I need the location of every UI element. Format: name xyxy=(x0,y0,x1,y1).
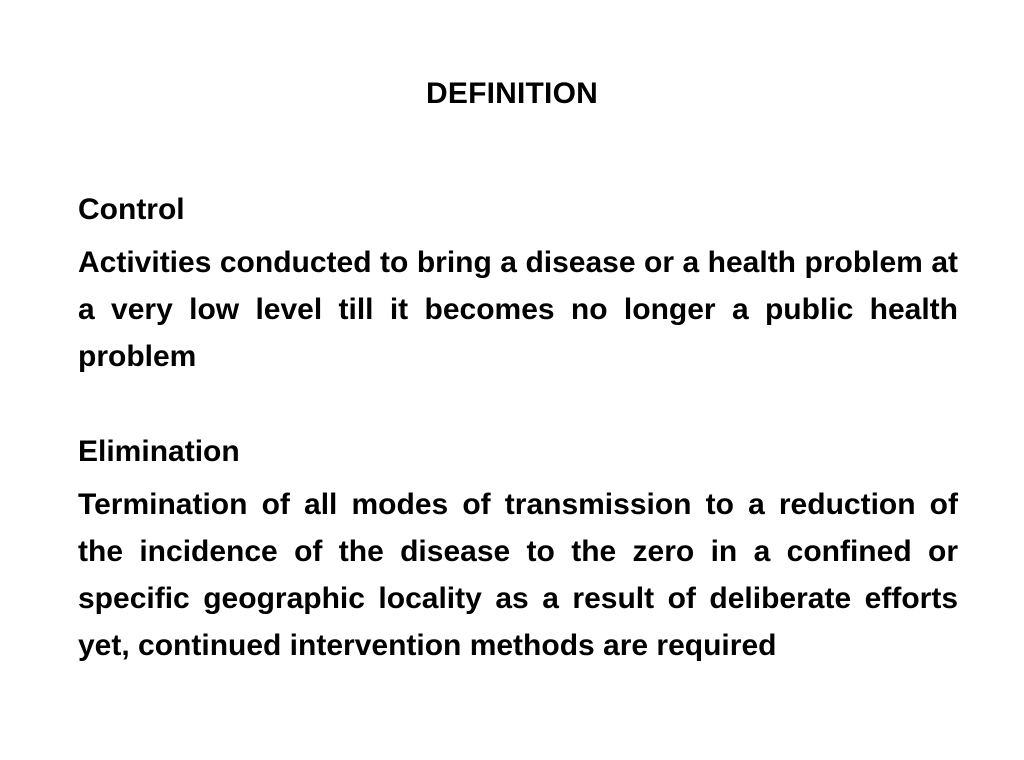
slide-title: DEFINITION xyxy=(426,77,598,110)
term-definition: Termination of all modes of transmission to a reduction of the incidence of the disease to the zero in a confined or specific geographic locality as a result of deliberate efforts yet, continued intervention methods are required xyxy=(78,488,958,662)
term-heading: Control xyxy=(78,193,185,226)
definition-block-control xyxy=(78,186,958,380)
term-heading: Elimination xyxy=(78,435,240,468)
term-definition: Activities conducted to bring a disease or a health problem at a very low level till it becomes no longer a public health problem xyxy=(78,246,958,373)
definition-block-elimination xyxy=(78,428,958,669)
